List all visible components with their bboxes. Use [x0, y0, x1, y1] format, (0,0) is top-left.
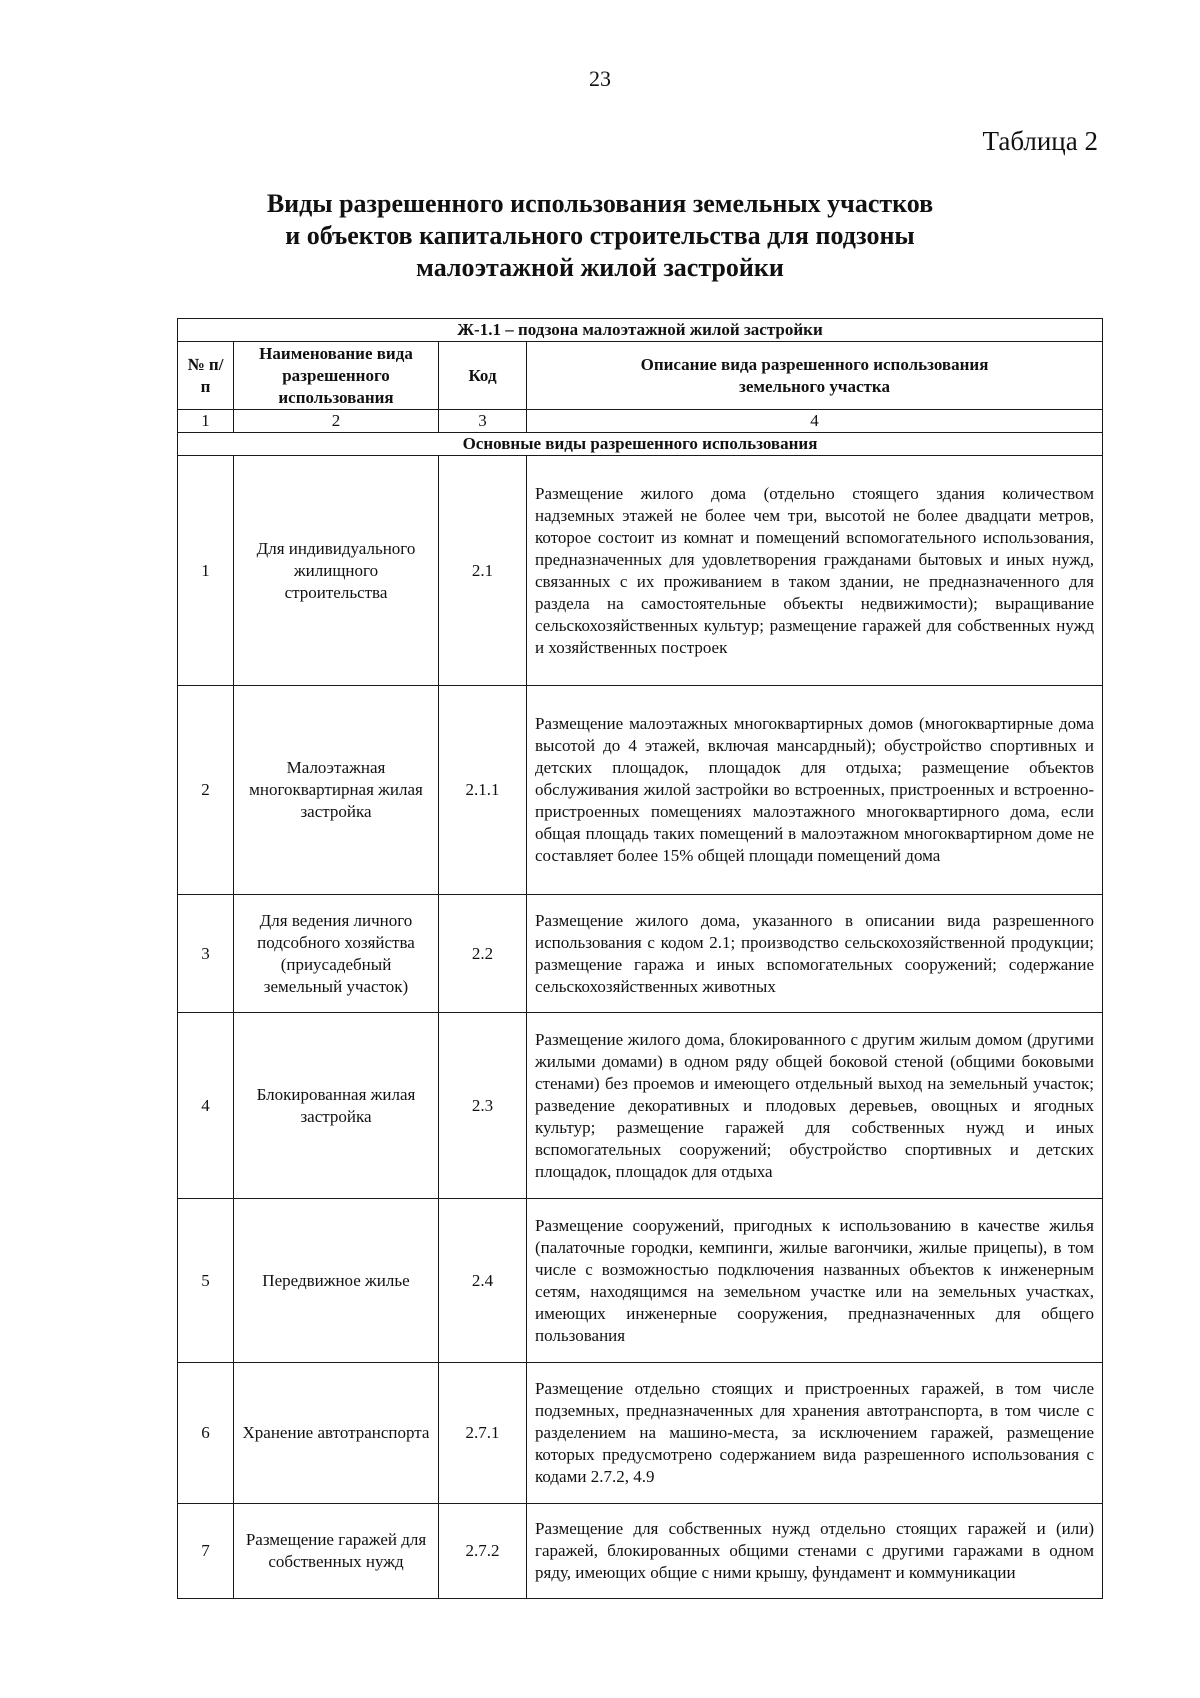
table-row — [178, 1013, 1103, 1199]
title-line-3: малоэтажной жилой застройки — [416, 253, 784, 282]
row-code: 2.7.2 — [439, 1504, 527, 1599]
header-num: № п/п — [178, 342, 234, 410]
row-name: Размещение гаражей для собственных нужд — [234, 1504, 439, 1599]
row-number: 4 — [178, 1013, 234, 1199]
zone-title-row — [178, 319, 1103, 342]
header-row — [178, 342, 1103, 410]
row-code: 2.1 — [439, 456, 527, 686]
table-row — [178, 686, 1103, 895]
document-title — [150, 188, 1050, 284]
row-code: 2.2 — [439, 895, 527, 1013]
row-code: 2.7.1 — [439, 1363, 527, 1504]
header-description: Описание вида разрешенного использования земельного участка — [527, 342, 1103, 410]
title-line-1: Виды разрешенного использования земельных участков — [266, 189, 934, 218]
column-number: 2 — [234, 410, 439, 433]
table-row — [178, 1363, 1103, 1504]
row-number: 2 — [178, 686, 234, 895]
header-name: Наименование вида разрешенного использования — [234, 342, 439, 410]
row-name: Блокированная жилая застройка — [234, 1013, 439, 1199]
row-name: Для индивидуального жилищного строительства — [234, 456, 439, 686]
row-code: 2.4 — [439, 1199, 527, 1363]
row-name: Хранение автотранспорта — [234, 1363, 439, 1504]
table-row — [178, 895, 1103, 1013]
row-number: 7 — [178, 1504, 234, 1599]
title-line-2: и объектов капитального строительства для подзоны — [285, 221, 915, 250]
land-use-table — [177, 318, 1103, 1599]
row-number: 6 — [178, 1363, 234, 1504]
section-title: Основные виды разрешенного использования — [178, 433, 1103, 456]
header-code: Код — [439, 342, 527, 410]
row-number: 5 — [178, 1199, 234, 1363]
row-description: Размещение малоэтажных многоквартирных домов (многоквартирные дома высотой до 4 этажей, включая мансардный); обустройство спортивных и детских площадок, площадок для отдыха; размещение объектов обслуживания жилой застройки во встроенных, пристроенных и встроенно-пристроенных помещениях малоэтажного многоквартирного дома, если общая площадь таких помещений в малоэтажном многоквартирном доме не составляет более 15% общей площади помещений дома — [527, 686, 1103, 895]
row-code: 2.1.1 — [439, 686, 527, 895]
column-number: 4 — [527, 410, 1103, 433]
row-description: Размещение жилого дома, указанного в описании вида разрешенного использования с кодом 2.1; производство сельскохозяйственной продукции; размещение гаража и иных вспомогательных сооружений; содержание сельскохозяйственных животных — [527, 895, 1103, 1013]
table-row — [178, 1504, 1103, 1599]
row-description: Размещение сооружений, пригодных к использованию в качестве жилья (палаточные городки, кемпинги, жилые вагончики, жилые прицепы), в том числе с возможностью подключения названных объектов к инженерным сетям, находящимся на земельном участке или на земельных участках, имеющих инженерные сооружения, предназначенных для общего пользования — [527, 1199, 1103, 1363]
row-name: Для ведения личного подсобного хозяйства (приусадебный земельный участок) — [234, 895, 439, 1013]
page-number: 23 — [589, 66, 611, 91]
row-number: 3 — [178, 895, 234, 1013]
row-description: Размещение жилого дома, блокированного с другим жилым домом (другими жилыми домами) в одном ряду общей боковой стеной (общими боковыми стенами) без проемов и имеющего отдельный выход на земельный участок; разведение декоративных и плодовых деревьев, овощных и ягодных культур; размещение гаражей для собственных нужд и иных вспомогательных сооружений; обустройство спортивных и детских площадок, площадок для отдыха — [527, 1013, 1103, 1199]
column-numbers-row — [178, 410, 1103, 433]
row-number: 1 — [178, 456, 234, 686]
column-number: 3 — [439, 410, 527, 433]
row-code: 2.3 — [439, 1013, 527, 1199]
section-row — [178, 433, 1103, 456]
table-row — [178, 1199, 1103, 1363]
row-name: Передвижное жилье — [234, 1199, 439, 1363]
row-name: Малоэтажная многоквартирная жилая застройка — [234, 686, 439, 895]
row-description: Размещение для собственных нужд отдельно стоящих гаражей и (или) гаражей, блокированных общими стенами с другими гаражами в одном ряду, имеющих общие с ними крышу, фундамент и коммуникации — [527, 1504, 1103, 1599]
table-row — [178, 456, 1103, 686]
table-label: Таблица 2 — [982, 126, 1098, 156]
row-description: Размещение жилого дома (отдельно стоящего здания количеством надземных этажей не более чем три, высотой не более двадцати метров, которое состоит из комнат и помещений вспомогательного использования, предназначенных для удовлетворения гражданами бытовых и иных нужд, связанных с их проживанием в таком здании, не предназначенного для раздела на самостоятельные объекты недвижимости); выращивание сельскохозяйственных культур; размещение гаражей для собственных нужд и хозяйственных построек — [527, 456, 1103, 686]
row-description: Размещение отдельно стоящих и пристроенных гаражей, в том числе подземных, предназначенных для хранения автотранспорта, в том числе с разделением на машино-места, за исключением гаражей, размещение которых предусмотрено содержанием вида разрешенного использования с кодами 2.7.2, 4.9 — [527, 1363, 1103, 1504]
zone-title: Ж-1.1 – подзона малоэтажной жилой застройки — [178, 319, 1103, 342]
column-number: 1 — [178, 410, 234, 433]
